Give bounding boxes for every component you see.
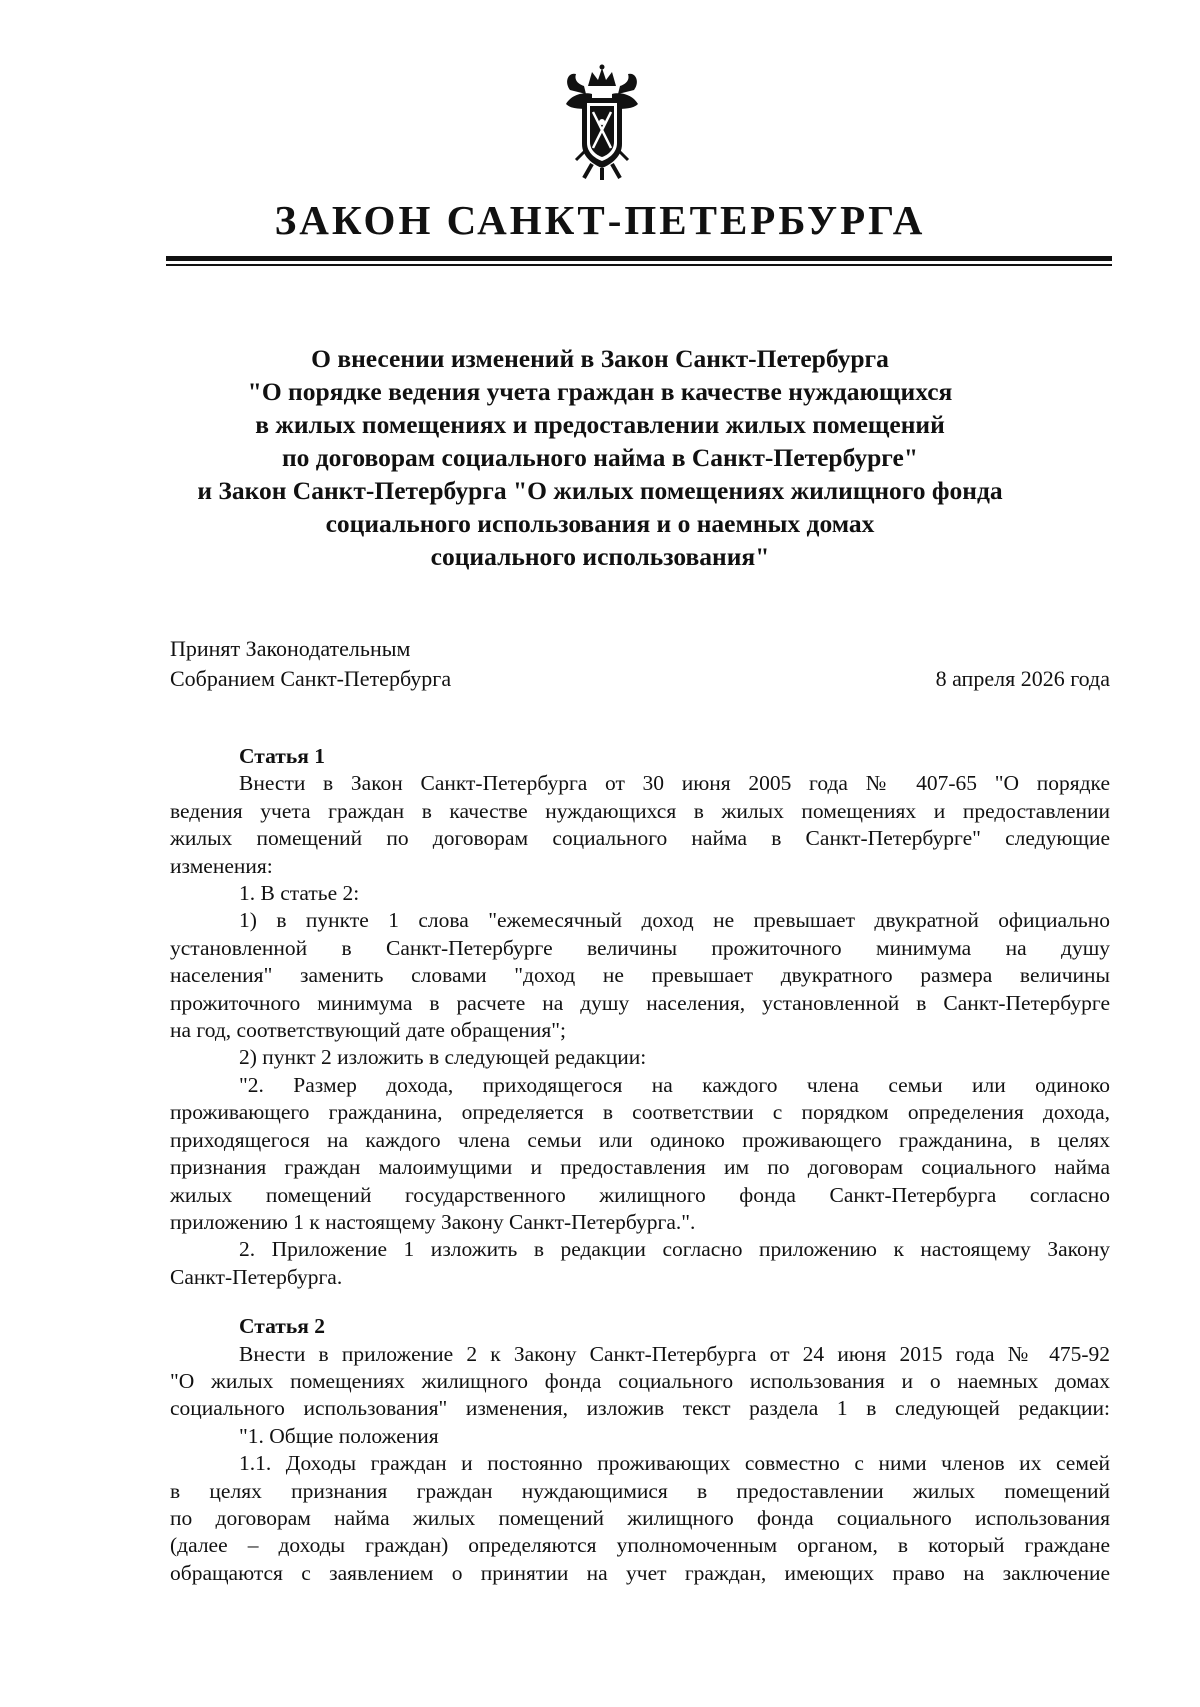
article-1-title: Статья 1	[239, 744, 325, 768]
heading-line: в жилых помещениях и предоставлении жилых помещений	[255, 410, 945, 439]
law-title: ЗАКОН САНКТ-ПЕТЕРБУРГА	[274, 197, 926, 243]
article-1-line: приходящегося на каждого члена семьи или одиноко проживающего гражданина, в целях	[170, 1127, 1110, 1152]
law-body	[170, 743, 1110, 1587]
heading-line: и Закон Санкт-Петербурга "О жилых помещениях жилищного фонда	[197, 476, 1003, 505]
article-1-line: ведения учета граждан в качестве нуждающихся в жилых помещениях и предоставлении	[170, 798, 1110, 823]
coat-of-arms-icon	[562, 64, 642, 182]
article-2-line: "1. Общие положения	[239, 1423, 439, 1448]
article-gap	[170, 1291, 1110, 1313]
article-1-line: "2. Размер дохода, приходящегося на каждого члена семьи или одиноко	[239, 1072, 1110, 1097]
article-2-line: социального использования" изменения, изложив текст раздела 1 в следующей редакции:	[170, 1396, 1110, 1421]
article-1-line: проживающего гражданина, определяется в соответствии с порядком определения дохода,	[170, 1100, 1110, 1125]
article-1-line: 2) пункт 2 изложить в следующей редакции:	[239, 1045, 647, 1070]
article-1-line: 1. В статье 2:	[239, 881, 360, 906]
heading-line: социального использования и о наемных домах	[325, 509, 875, 538]
article-1-line: на год, соответствующий дате обращения";	[170, 1018, 566, 1043]
article-2-line: 1.1. Доходы граждан и постоянно проживающих совместно с ними членов их семей	[239, 1451, 1110, 1476]
article-2-line: "О жилых помещениях жилищного фонда социального использования и о наемных домах	[170, 1368, 1110, 1393]
heading-line: О внесении изменений в Закон Санкт-Петербурга	[311, 344, 889, 373]
heading-line: социального использования"	[430, 542, 770, 571]
heading-line: по договорам социального найма в Санкт-Петербурге"	[281, 443, 919, 472]
law-heading	[0, 342, 1200, 573]
heading-line: "О порядке ведения учета граждан в качестве нуждающихся	[247, 377, 953, 406]
article-1-line: 1) в пункте 1 слова "ежемесячный доход не превышает двукратной официально	[239, 908, 1110, 933]
article-1-line: жилых помещений государственного жилищного фонда Санкт-Петербурга согласно	[170, 1182, 1110, 1207]
adoption-date: 8 апреля 2026 года	[935, 666, 1110, 691]
article-1-line: Санкт-Петербурга.	[170, 1264, 343, 1289]
article-2-line: (далее – доходы граждан) определяются уполномоченным органом, в который граждане	[170, 1533, 1110, 1558]
article-1-line: установленной в Санкт-Петербурге величины прожиточного минимума на душу	[170, 935, 1110, 960]
article-2-line: Внести в приложение 2 к Закону Санкт-Петербурга от 24 июня 2015 года № 475-92	[239, 1341, 1110, 1366]
article-1-line: жилых помещений по договорам социального найма в Санкт-Петербурге" следующие	[170, 826, 1110, 851]
adoption-line: Принят Законодательным	[170, 636, 411, 661]
title-rule-thin	[166, 264, 1112, 266]
article-1-line: изменения:	[170, 853, 273, 878]
article-2-line: обращаются с заявлением о принятии на учет граждан, имеющих право на заключение	[170, 1560, 1110, 1585]
article-2-title: Статья 2	[239, 1314, 325, 1339]
article-1-line: 2. Приложение 1 изложить в редакции согласно приложению к настоящему Закону	[239, 1237, 1110, 1262]
article-1-line: Внести в Закон Санкт-Петербурга от 30 июня 2005 года № 407-65 "О порядке	[239, 771, 1110, 796]
article-1-line: населения" заменить словами "доход не превышает двукратного размера величины	[170, 963, 1110, 988]
adoption-line: Собранием Санкт-Петербурга	[170, 666, 452, 691]
article-1-line: приложению 1 к настоящему Закону Санкт-Петербурга.".	[170, 1209, 696, 1234]
adoption-note	[170, 634, 451, 694]
article-1-line: прожиточного минимума в расчете на душу населения, установленной в Санкт-Петербурге	[170, 990, 1110, 1015]
article-2-line: по договорам найма жилых помещений жилищного фонда социального использования	[170, 1505, 1110, 1530]
article-1-line: признания граждан малоимущими и предоставления им по договорам социального найма	[170, 1155, 1110, 1180]
article-2-line: в целях признания граждан нуждающимися в предоставлении жилых помещений	[170, 1478, 1110, 1503]
title-rule-thick	[166, 256, 1112, 261]
